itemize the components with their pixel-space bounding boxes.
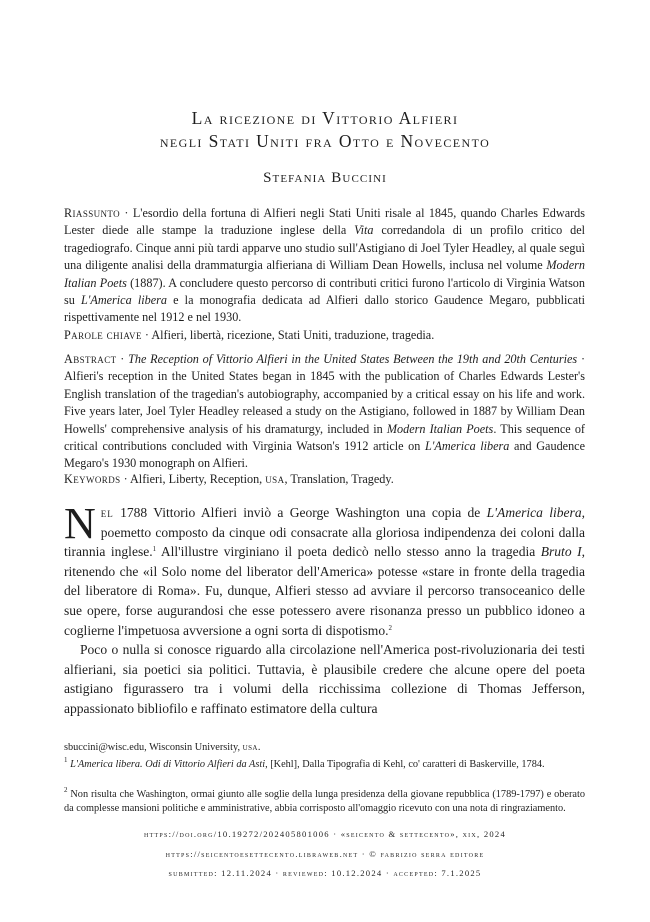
keywords-block: Keywords · Alfieri, Liberty, Reception, usa, Translation, Tragedy. [64,472,394,486]
author-name: Stefania Buccini [263,170,387,186]
riassunto-label: Riassunto [64,206,121,220]
publisher-link[interactable]: https://seicentoesettecento.libraweb.net · © fabrizio serra editore [165,849,485,859]
footnote-ref-1[interactable]: 1 [152,545,157,554]
abstract-block: Abstract · The Reception of Vittorio Alfieri in the United States Between the 19th and 20th Centuries · Alfieri's reception in the United States began in 1845 with the publication of Charles Edwards Lester's English translation of the tragedian's autobiography, accompanied by a critical essay on his life and work. Five years later, Joel Tyler Headley released a study on the Astigiano, followed in 1887 by William Dean Howells' comprehensive analysis of his dramaturgy, included in Modern Italian Poets. This sequence of critical contributions concluded with Virginia Watson's 1912 article on L'America libera and Gaudence Megaro's 1930 monograph on Alfieri. [64,352,586,471]
parole-chiave-label: Parole chiave [64,328,142,342]
drop-cap: N [64,499,96,548]
keywords-label: Keywords [64,472,121,486]
footnote-1: $^1$ L'America libera. Odi di Vittorio Alfieri da Asti, [Kehl], Dalla Tipografia di Kehl, co' caratteri di Baskerville, 1784. [64,756,545,770]
review-dates: submitted: 12.11.2024 · reviewed: 10.12.2024 · accepted: 7.1.2025 [168,868,482,878]
author-email: sbuccini@wisc.edu, Wisconsin University, [64,742,243,753]
body-paragraph-1: Nel 1788 Vittorio Alfieri inviò a George Washington una copia de L'America libera, poemetto composto da cinque odi consacrate alla gloriosa indipendenza dei coloni dalla tirannia inglese.$^1$ All'illustre virginiano il poeta dedicò nello stesso anno la tragedia Bruto I, ritenendo che «il Solo nome del liberator dell'America» potesse «stare in fronte della tragedia del liberatore di Roma». Fu, dunque, Alfieri stesso ad avviare il percorso transoceanico delle sue opere, forse augurandosi che esse potessero avere risonanza presso un pubblico idoneo a coglierne l'impetuosa avversione a ogni sorta di dispotismo.$^2$ [64,499,585,638]
abstract-title: The Reception of Vittorio Alfieri in the United States Between the 19th and 20th Centuries [128,352,578,366]
doi-link[interactable]: https://doi.org/10.19272/202405801006 · «seicento & settecento», xix, 2024 [144,829,506,839]
parole-chiave-block: Parole chiave · Alfieri, libertà, ricezione, Stati Uniti, traduzione, tragedia. [64,328,435,342]
article-title-line-1: La ricezione di Vittorio Alfieri [191,108,459,128]
footnote-2: $^2$ Non risulta che Washington, ormai giunto alle soglie della lunga presidenza della giovane repubblica (1789-1797) e oberato da complesse mansioni politiche e amministrative, abbia corrisposto all'omaggio ricevuto con una nota di ringraziamento. [64,786,586,814]
article-title-line-2: negli Stati Uniti fra Otto e Novecento [159,131,491,151]
author-affiliation: sbuccini@wisc.edu, Wisconsin University, usa. [64,742,261,753]
abstract-label: Abstract [64,352,117,366]
riassunto-block: Riassunto · L'esordio della fortuna di Alfieri negli Stati Uniti risale al 1845, quando Charles Edwards Lester diede alle stampe la traduzione inglese della Vita corredandola di un profilo critico del tragediografo. Cinque anni più tardi apparve uno studio sull'Astigiano di Joel Tyler Headley, al quale seguì una diligente analisi della drammaturgia alfieriana di William Dean Howells, inclusa nel volume Modern Italian Poets (1887). A concludere questo percorso di contributi critici furono l'articolo di Virginia Watson su L'America libera e la monografia dedicata ad Alfieri dallo storico Gaudence Megaro, pubblicati rispettivamente nel 1912 e nel 1930. [64,206,585,325]
body-paragraph-2: Poco o nulla si conosce riguardo alla circolazione nell'America post-rivoluzionaria dei testi alfieriani, sia poetici sia politici. Tuttavia, è plausibile credere che alcune opere del poeta astigiano figurassero tra i volumi della ricchissima collezione di Thomas Jefferson, appassionato bibliofilo e raffinato estimatore della cultura [64,642,585,716]
footnote-ref-2[interactable]: 2 [388,623,392,632]
